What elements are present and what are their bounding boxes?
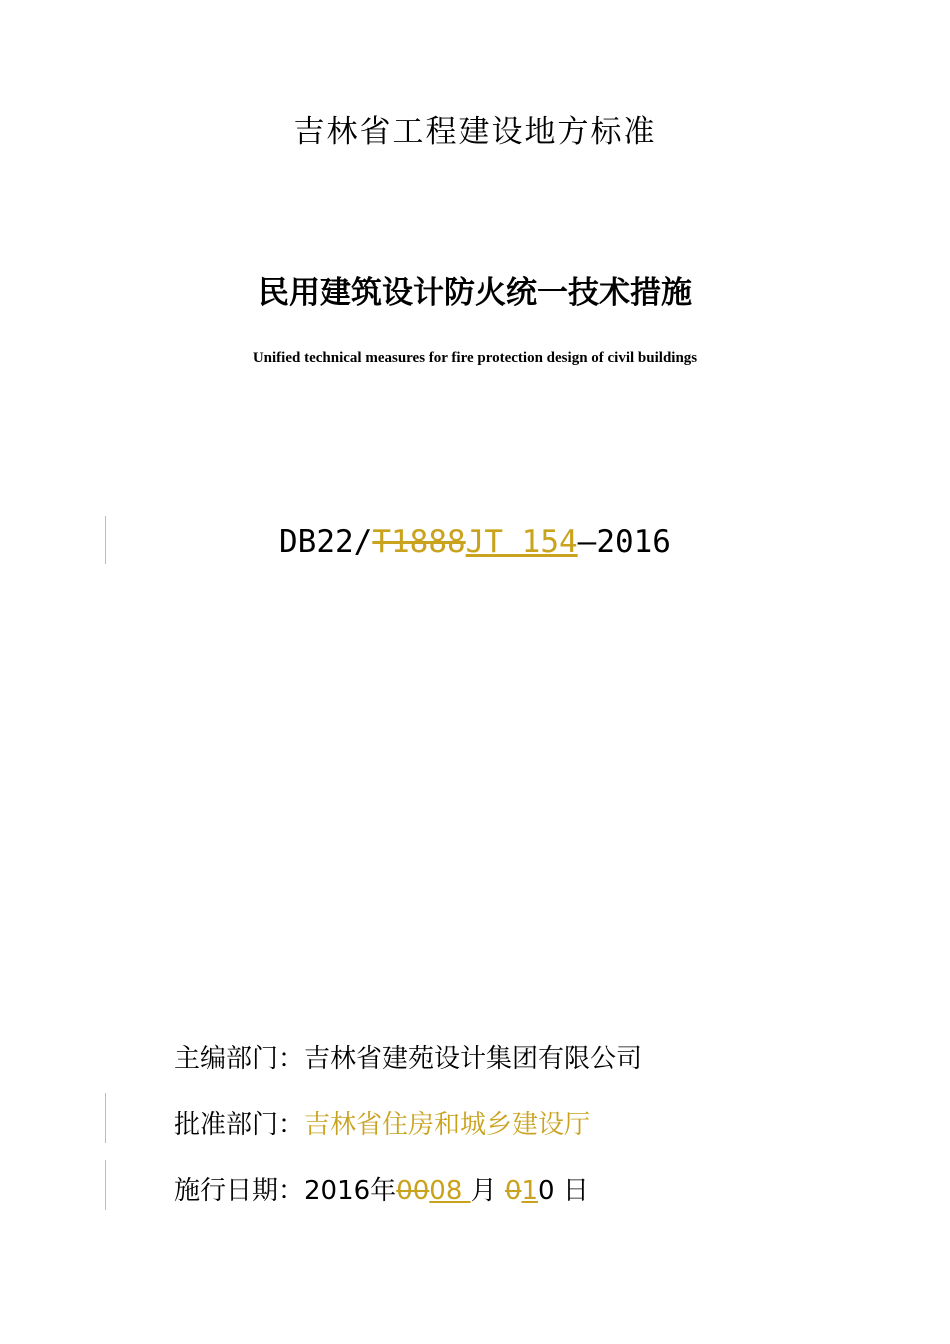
approver-line	[174, 1104, 590, 1141]
standard-code	[0, 524, 950, 560]
standard-code-prefix: DB22/	[279, 524, 373, 560]
editor-label: 主编部门：	[174, 1044, 305, 1074]
document-title-chinese: 民用建筑设计防火统一技术措施	[258, 275, 692, 311]
revision-change-bar	[105, 1160, 106, 1210]
revision-change-bar	[105, 1093, 106, 1143]
effective-month-deleted: 00	[396, 1176, 430, 1206]
effective-month-unit: 月	[470, 1176, 497, 1206]
standard-code-suffix: —2016	[577, 524, 671, 560]
effective-label: 施行日期：	[174, 1176, 305, 1206]
effective-day-deleted: 0	[504, 1176, 522, 1206]
effective-day-inserted: 1	[521, 1176, 539, 1206]
standard-code-inserted: JT 154	[465, 524, 578, 560]
effective-day-unit: 日	[562, 1176, 589, 1206]
effective-year: 2016年	[304, 1176, 397, 1206]
document-title-english: Unified technical measures for fire protection design of civil buildings	[252, 350, 698, 366]
editor-value: 吉林省建苑设计集团有限公司	[304, 1044, 643, 1074]
effective-date-line	[174, 1170, 589, 1207]
effective-month-inserted: 08	[429, 1176, 471, 1206]
standard-category-header: 吉林省工程建设地方标准	[293, 114, 657, 150]
effective-day-rest: 0	[538, 1176, 555, 1206]
editor-line	[174, 1038, 642, 1075]
approver-label: 批准部门：	[174, 1110, 305, 1140]
standard-code-deleted: T1888	[372, 524, 466, 560]
approver-value: 吉林省住房和城乡建设厅	[304, 1110, 591, 1140]
